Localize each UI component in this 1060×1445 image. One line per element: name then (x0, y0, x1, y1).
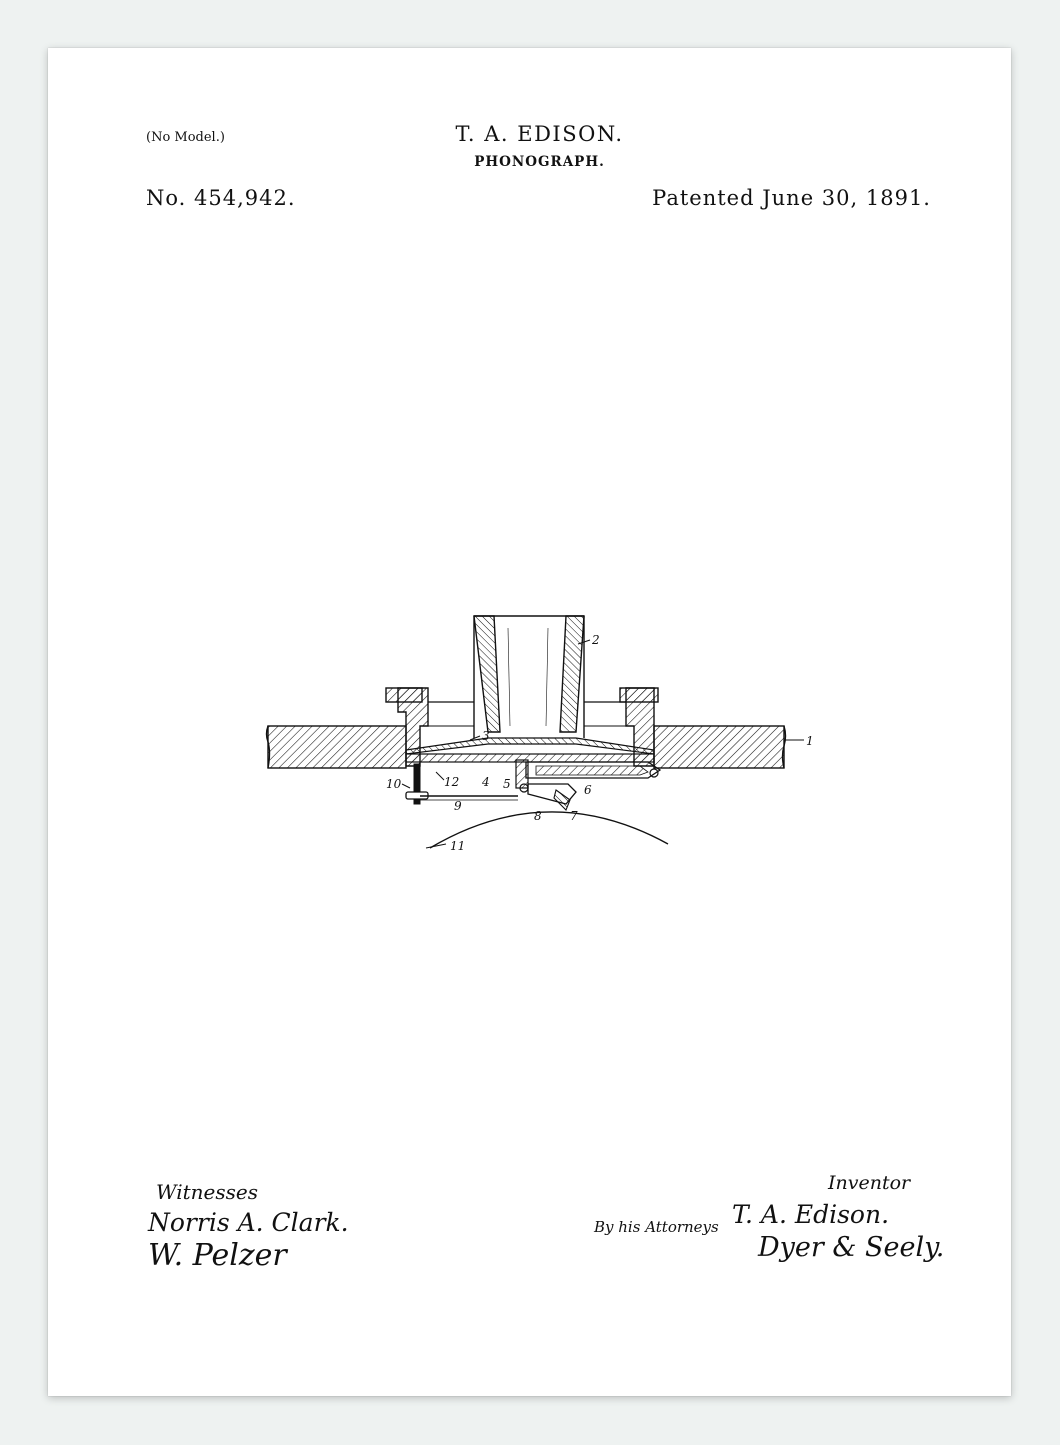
ref-3: 3 (482, 729, 490, 743)
ear-tube (474, 616, 584, 738)
ref-5: 5 (503, 777, 511, 791)
patented-date: Patented June 30, 1891. (652, 186, 931, 210)
by-attorneys-label: By his Attorneys (594, 1218, 719, 1236)
no-model-label: (No Model.) (146, 130, 225, 145)
inventor-heading: T. A. EDISON. (455, 122, 624, 146)
attorneys-signature: Dyer & Seely. (758, 1232, 945, 1263)
witnesses-label: Witnesses (156, 1180, 258, 1204)
ref-12: 12 (444, 775, 460, 789)
patent-sheet (48, 48, 1011, 1396)
inventor-label: Inventor (828, 1172, 911, 1194)
witness-2-signature: W. Pelzer (148, 1238, 287, 1273)
ref-7: 7 (570, 809, 578, 823)
ref-4: 4 (482, 775, 490, 789)
ref-9: 9 (454, 799, 462, 813)
ref-10: 10 (386, 777, 402, 791)
diaphragm (406, 738, 654, 762)
cylinder-outline (430, 812, 668, 848)
ref-6: 6 (584, 783, 592, 797)
ref-2: 2 (592, 633, 600, 647)
ref-1: 1 (806, 734, 814, 748)
patent-title: PHONOGRAPH. (474, 154, 605, 170)
adjusting-screw (406, 764, 518, 804)
inventor-signature: T. A. Edison. (732, 1200, 890, 1229)
ref-8: 8 (534, 809, 542, 823)
patent-number: No. 454,942. (146, 186, 296, 210)
witness-1-signature: Norris A. Clark. (148, 1208, 349, 1237)
ref-11: 11 (450, 839, 466, 853)
